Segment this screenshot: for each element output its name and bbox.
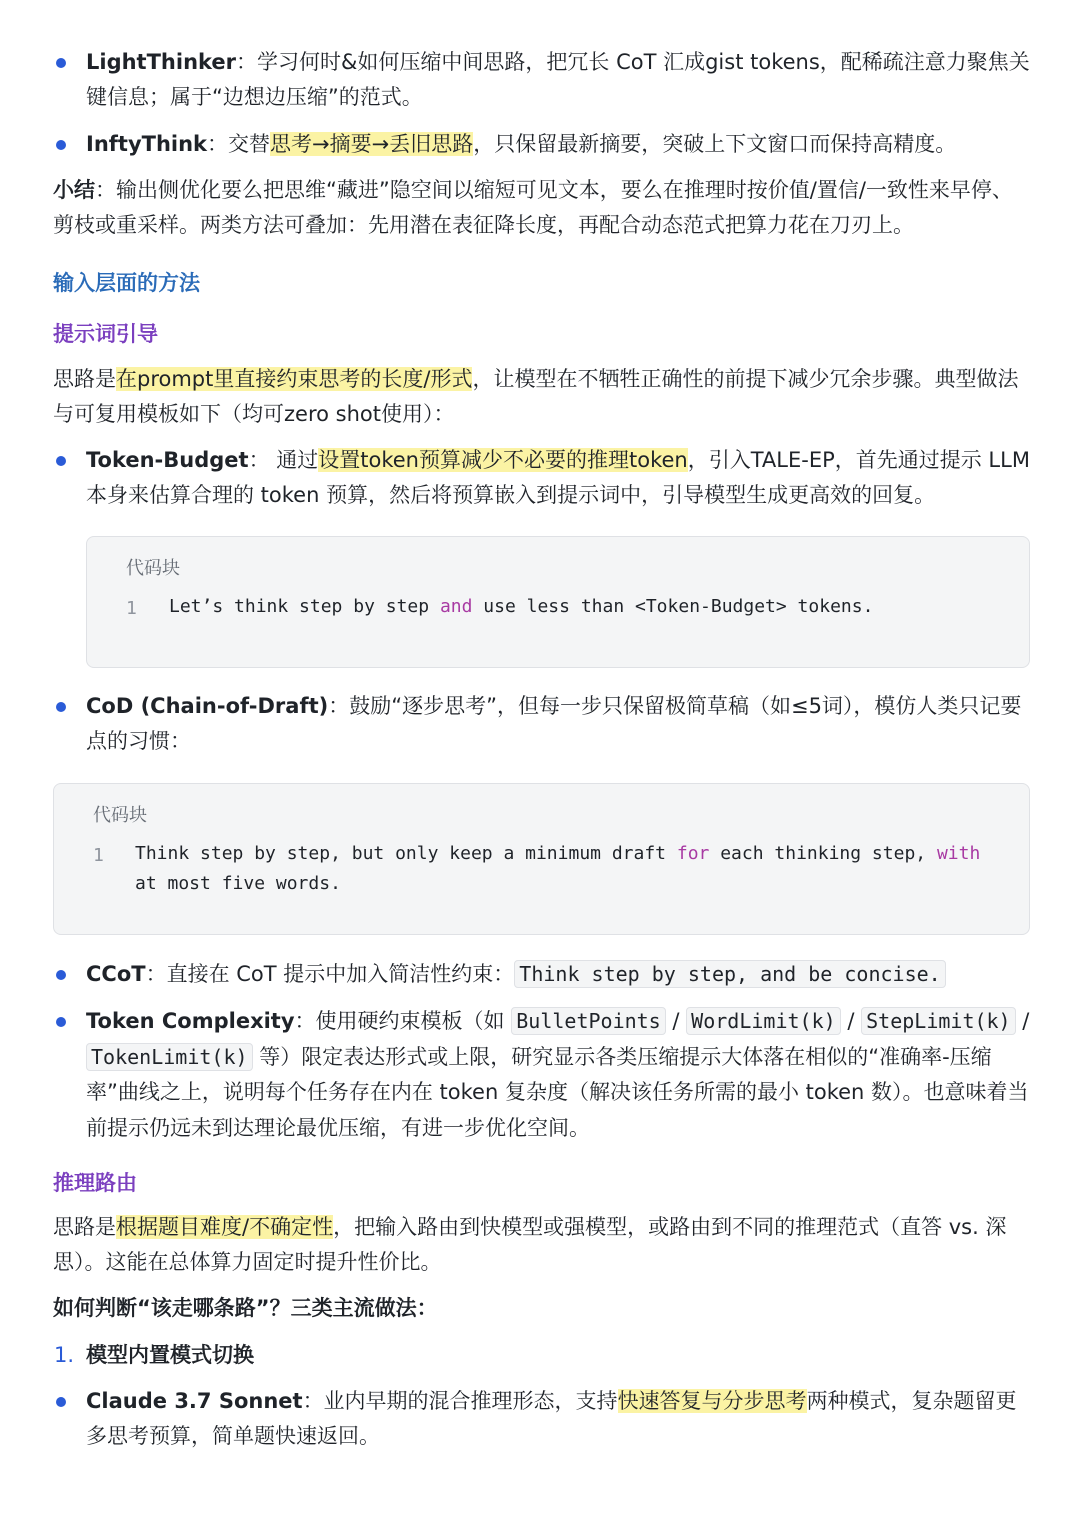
item-text: ：学习何时&如何压缩中间思路，把冗长 CoT 汇成gist tokens，配稀疏注意力聚焦关键信息；属于“边想边压缩”的范式。 [86, 50, 1030, 109]
highlight: 思考→摘要→丢旧思路 [270, 132, 474, 156]
paragraph-text: ，让模型在不牺牲正确性的前提下减少冗余步骤。典型做法与可复用模板如下（均可zero shot使用）： [53, 367, 1019, 426]
list-item-token-budget [86, 443, 1036, 513]
bullet-dot [56, 456, 66, 466]
code-text: Let’s think step by step [169, 596, 440, 617]
code-line [135, 839, 1015, 899]
routing-question: 如何判断“该走哪条路”？三类主流做法： [53, 1296, 438, 1320]
paragraph-text: ，把输入路由到快模型或强模型，或路由到不同的推理范式（直答 vs. 深思）。这能在总体算力固定时提升性价比。 [53, 1215, 1007, 1274]
code-text: Think step by step, but only keep a minimum draft [135, 843, 677, 864]
bullet-dot [56, 702, 66, 712]
code-line [169, 592, 1009, 622]
inline-code: Think step by step, and be concise. [514, 960, 945, 988]
prompt-intro-paragraph [53, 362, 1033, 432]
highlight: 根据题目难度/不确定性 [116, 1215, 334, 1239]
list-item-cod [86, 689, 1036, 759]
list-item-ccot [86, 957, 1036, 992]
list-item-claude [86, 1384, 1036, 1454]
item-name: Token Complexity [86, 1009, 295, 1033]
item-text: / [840, 1009, 862, 1033]
bullet-dot [56, 970, 66, 980]
bullet-dot [56, 58, 66, 68]
item-name: CoD (Chain-of-Draft) [86, 694, 329, 718]
inline-code: WordLimit(k) [686, 1007, 841, 1035]
list-item-lightthinker [86, 45, 1036, 115]
line-number: 1 [126, 598, 137, 619]
code-block[interactable] [86, 536, 1030, 668]
line-number: 1 [93, 845, 104, 866]
item-text: ：业内早期的混合推理形态，支持 [302, 1389, 618, 1413]
code-text: use less than <Token-Budget> tokens. [472, 596, 874, 617]
item-name: Token-Budget [86, 448, 249, 472]
summary-label: 小结 [53, 178, 95, 202]
item-text: ：直接在 CoT 提示中加入简洁性约束： [145, 962, 515, 986]
item-text: ，引入TALE-EP，首先通过提示 LLM 本身来估算合理的 token 预算，然后将预算嵌入到提示词中，引导模型生成更高效的回复。 [86, 448, 1030, 507]
inline-code: BulletPoints [511, 1007, 666, 1035]
item-name: LightThinker [86, 50, 237, 74]
item-name: CCoT [86, 962, 146, 986]
item-name: InftyThink [86, 132, 208, 156]
item-text: ：使用硬约束模板（如 [294, 1009, 512, 1033]
code-keyword: with [936, 843, 981, 864]
item-text: ：交替 [207, 132, 271, 156]
section-heading-input: 输入层面的方法 [53, 271, 200, 295]
paragraph-text: 思路是 [53, 367, 116, 391]
paragraph-text: 思路是 [53, 1215, 116, 1239]
highlight: 设置token预算减少不必要的推理token [318, 448, 688, 472]
item-text: / [665, 1009, 687, 1033]
bullet-dot [56, 1017, 66, 1027]
highlight: 快速答复与分步思考 [617, 1389, 807, 1413]
code-block-title: 代码块 [93, 805, 147, 826]
inline-code: TokenLimit(k) [86, 1043, 253, 1071]
item-text: ：鼓励“逐步思考”，但每一步只保留极简草稿（如≤5词），模仿人类只记要点的习惯： [86, 694, 1022, 753]
item-text: ： 通过 [248, 448, 319, 472]
inline-code: StepLimit(k) [861, 1007, 1016, 1035]
subheading-routing: 推理路由 [53, 1171, 137, 1195]
summary-text: ：输出侧优化要么把思维“藏进”隐空间以缩短可见文本，要么在推理时按价值/置信/一致性来早停、剪枝或重采样。两类方法可叠加：先用潜在表征降长度，再配合动态范式把算力花在刀刃上。 [53, 178, 1013, 237]
item-text: 两种模式，复杂题留更多思考预算，简单题快速返回。 [86, 1389, 1017, 1448]
list-item-token-complexity [86, 1004, 1036, 1146]
code-keyword: for [676, 843, 710, 864]
code-block[interactable] [53, 783, 1030, 935]
item-text: ，只保留最新摘要，突破上下文窗口而保持高精度。 [473, 132, 957, 156]
code-text: at most five words. [135, 873, 341, 894]
summary-paragraph [53, 173, 1033, 243]
code-keyword: and [439, 596, 473, 617]
item-name: Claude 3.7 Sonnet [86, 1389, 303, 1413]
ordered-number: 1. [54, 1343, 75, 1367]
ordered-item-text: 模型内置模式切换 [86, 1343, 254, 1367]
routing-intro-paragraph [53, 1210, 1033, 1280]
highlight: 在prompt里直接约束思考的长度/形式 [116, 367, 473, 391]
list-item-inftythink [86, 127, 1036, 162]
code-block-title: 代码块 [126, 558, 180, 579]
bullet-dot [56, 1397, 66, 1407]
item-text: 等）限定表达形式或上限，研究显示各类压缩提示大体落在相似的“准确率-压缩率”曲线之上，说明每个任务存在内在 token 复杂度（解决该任务所需的最小 token 数）。也意味着当前提示仍远未到达理论最优压缩，有进一步优化空间。 [86, 1044, 1029, 1140]
bullet-dot [56, 140, 66, 150]
code-text: each thinking step, [709, 843, 937, 864]
subheading-prompt: 提示词引导 [53, 322, 158, 346]
item-text: / [1015, 1009, 1030, 1033]
